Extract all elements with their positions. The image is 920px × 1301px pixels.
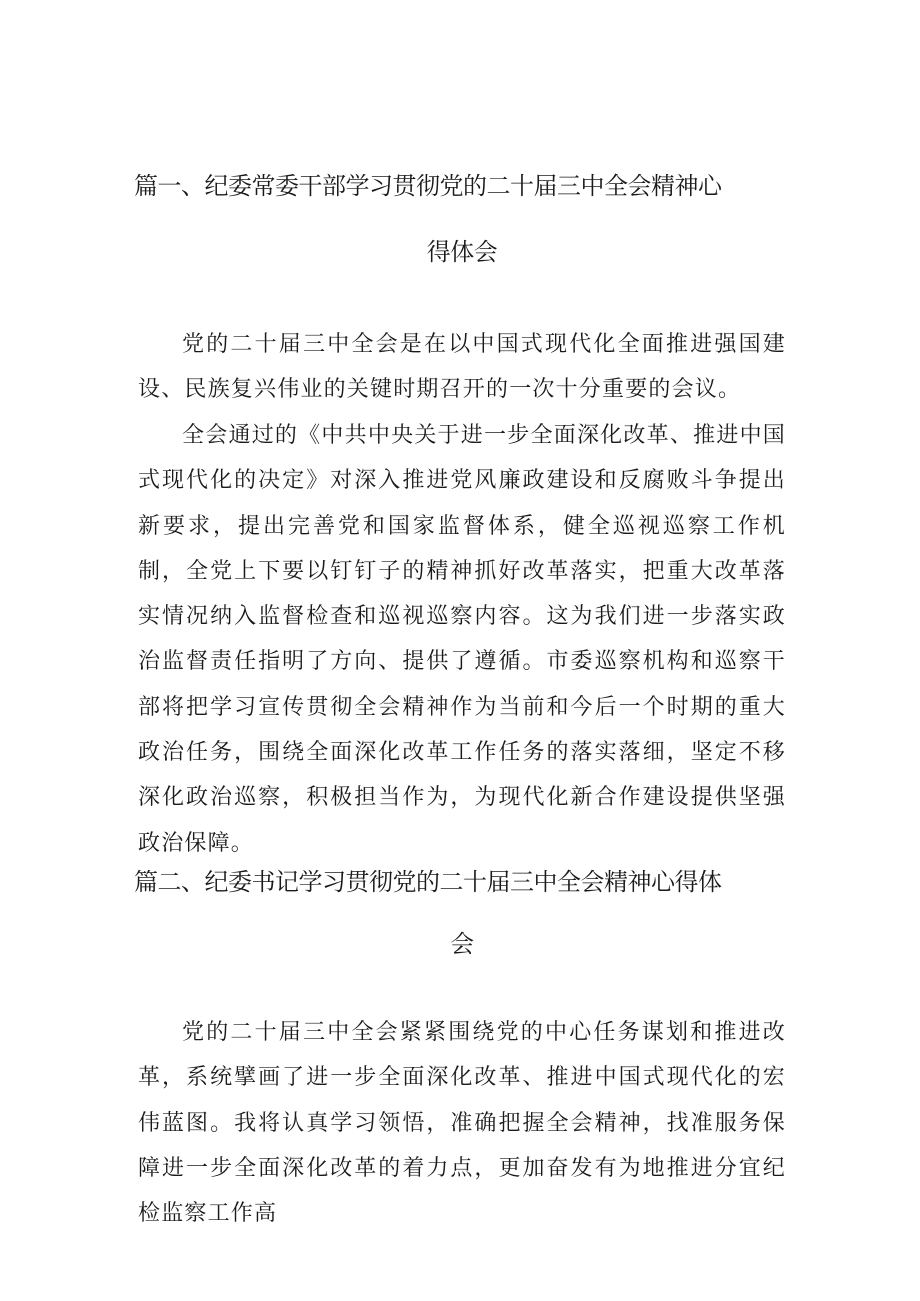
section-1-title-line-1: 篇一、纪委常委干部学习贯彻党的二十届三中全会精神心 xyxy=(134,172,722,200)
section-2-title-line-1: 篇二、纪委书记学习贯彻党的二十届三中全会精神心得体 xyxy=(134,868,722,896)
section-2-title-line-2: 会 xyxy=(450,930,474,958)
section-1-paragraph-1: 党的二十届三中全会是在以中国式现代化全面推进强国建设、民族复兴伟业的关键时期召开的一次十分重要的会议。 xyxy=(138,332,786,403)
section-1-title-line-2: 得体会 xyxy=(426,238,498,266)
section-2-paragraph-1: 党的二十届三中全会紧紧围绕党的中心任务谋划和推进改革，系统擘画了进一步全面深化改革、推进中国式现代化的宏伟蓝图。我将认真学习领悟，准确把握全会精神，找准服务保障进一步全面深化改革的着力点，更加奋发有为地推进分宜纪检监察工作高 xyxy=(138,1020,786,1227)
section-1-paragraph-2: 全会通过的《中共中央关于进一步全面深化改革、推进中国式现代化的决定》对深入推进党风廉政建设和反腐败斗争提出新要求，提出完善党和国家监督体系，健全巡视巡察工作机制，全党上下要以钉钉子的精神抓好改革落实，把重大改革落实情况纳入监督检查和巡视巡察内容。这为我们进一步落实政治监督责任指明了方向、提供了遵循。市委巡察机构和巡察干部将把学习宣传贯彻全会精神作为当前和今后一个时期的重大政治任务，围绕全面深化改革工作任务的落实落细，坚定不移深化政治巡察，积极担当作为，为现代化新合作建设提供坚强政治保障。 xyxy=(138,423,786,856)
